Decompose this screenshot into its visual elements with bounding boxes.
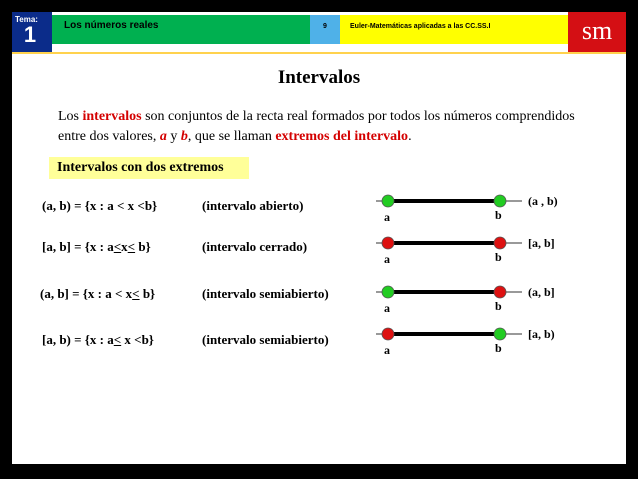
endpoint-b-label: b <box>495 299 502 313</box>
tema-label: Tema: <box>15 15 38 24</box>
page-title: Intervalos <box>277 67 361 88</box>
var-b: b <box>180 129 188 144</box>
name-closed: (intervalo cerrado) <box>202 239 308 254</box>
endpoint-a <box>382 286 394 298</box>
name-halfopen-left: (intervalo semiabierto) <box>202 286 329 301</box>
page-number: 9 <box>323 23 327 30</box>
interval-notation: (a , b) <box>528 194 558 208</box>
chapter-title: Los números reales <box>64 20 159 31</box>
interval-notation: [a, b) <box>528 327 555 341</box>
definition-closed: [a, b] = {x : a<x< b} <box>42 239 151 254</box>
intro-paragraph: Los intervalos son conjuntos de la recta real formados por todos los números comprendidos entre dos valores, a y b, que se llaman extremos del intervalo. <box>58 109 575 144</box>
term-intervalos: intervalos <box>82 109 142 124</box>
interval-diagrams <box>12 12 626 464</box>
slide <box>12 12 626 464</box>
endpoint-a <box>382 237 394 249</box>
endpoint-a <box>382 328 394 340</box>
endpoint-a <box>382 195 394 207</box>
tema-number: 1 <box>23 22 37 47</box>
endpoint-b <box>494 237 506 249</box>
interval-notation: [a, b] <box>528 236 555 250</box>
section-title: Intervalos con dos extremos <box>49 157 249 179</box>
endpoint-a-label: a <box>384 301 390 315</box>
endpoint-b-label: b <box>495 250 502 264</box>
definition-halfopen-right: [a, b) = {x : a< x <b} <box>42 332 154 347</box>
endpoint-a-label: a <box>384 210 390 224</box>
endpoint-b-label: b <box>495 208 502 222</box>
var-a: a <box>159 129 167 144</box>
endpoint-b <box>494 328 506 340</box>
endpoint-b <box>494 195 506 207</box>
publisher-logo: sm <box>568 12 626 52</box>
term-extremos: extremos del intervalo <box>275 129 409 144</box>
interval-notation: (a, b] <box>528 285 555 299</box>
endpoint-a-label: a <box>384 343 390 357</box>
book-title: Euler-Matemáticas aplicadas a las CC.SS.I <box>350 23 491 30</box>
endpoint-b <box>494 286 506 298</box>
endpoint-b-label: b <box>495 341 502 355</box>
name-halfopen-right: (intervalo semiabierto) <box>202 332 329 347</box>
name-open: (intervalo abierto) <box>202 198 304 213</box>
endpoint-a-label: a <box>384 252 390 266</box>
definition-halfopen-left: (a, b] = {x : a < x< b} <box>40 286 156 301</box>
definition-open: (a, b) = {x : a < x <b} <box>42 198 158 213</box>
